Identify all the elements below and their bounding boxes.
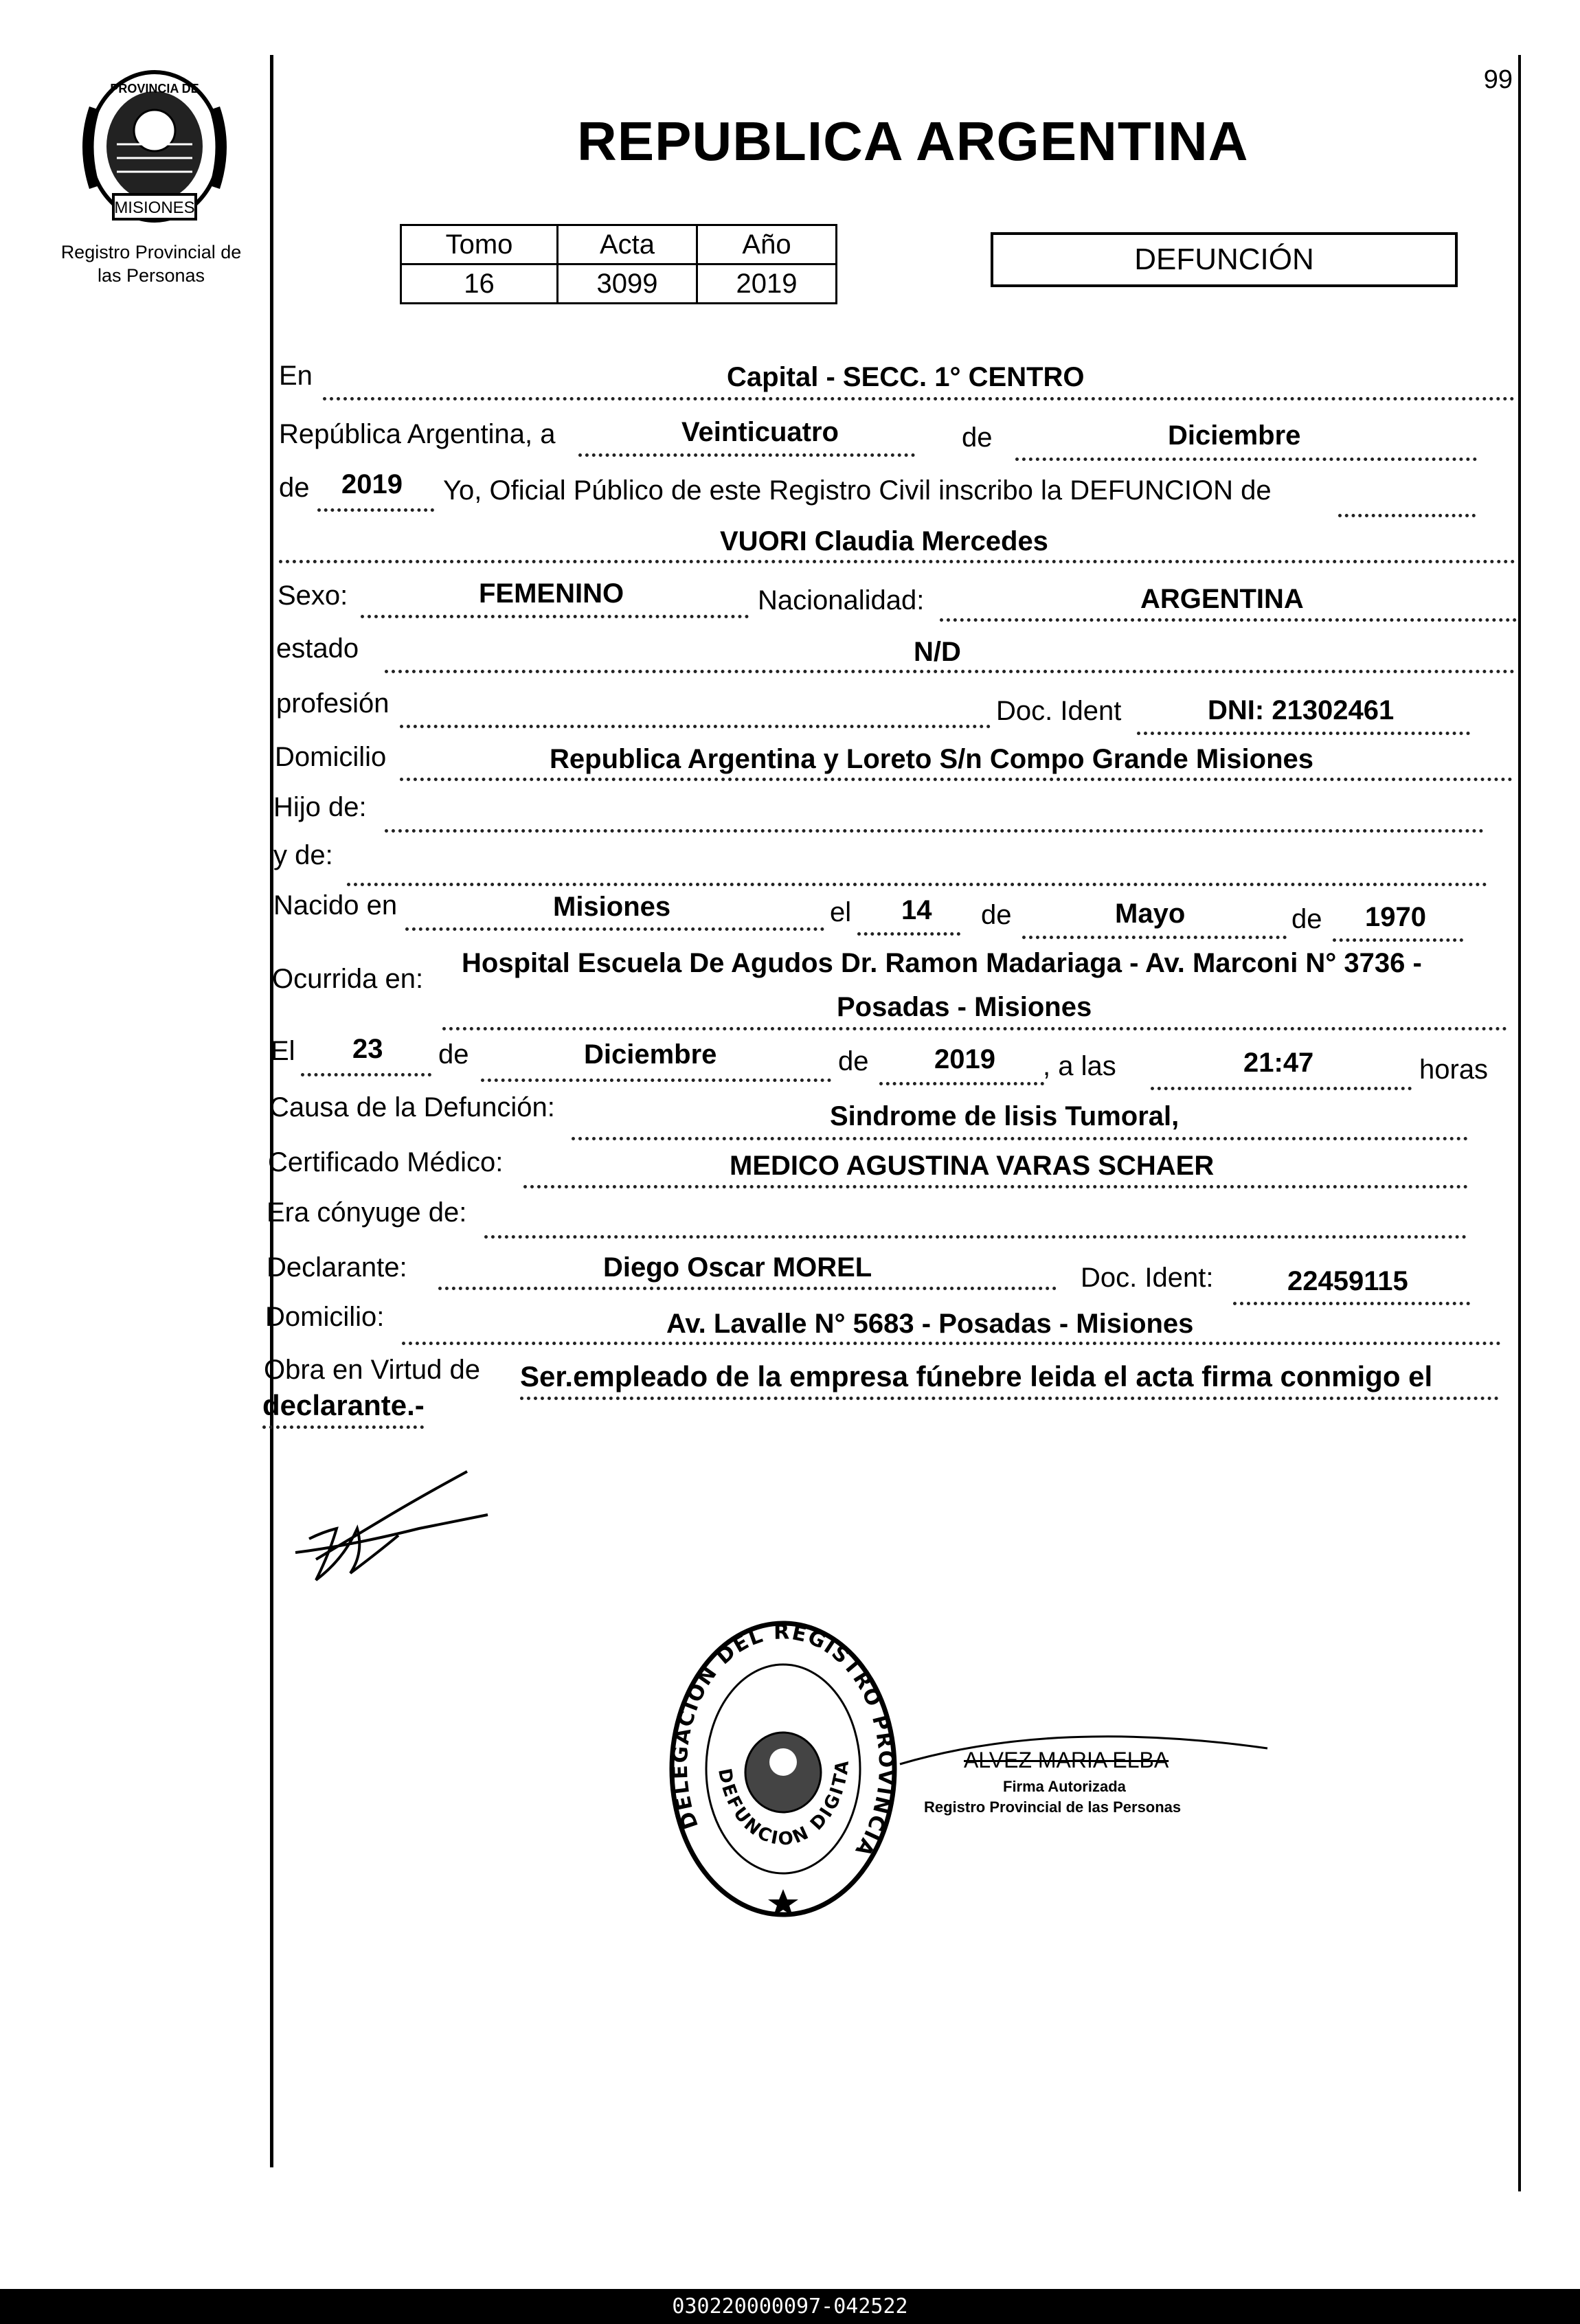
month-value: Diciembre <box>1168 420 1301 451</box>
record-table-values <box>401 264 837 304</box>
death-month: Diciembre <box>584 1039 717 1070</box>
sexo-line <box>361 615 749 618</box>
certificado-line <box>523 1185 1468 1188</box>
estado-line <box>385 670 1515 673</box>
document-type-box: DEFUNCIÓN <box>991 232 1458 287</box>
authorizer-role: Firma Autorizada <box>1003 1778 1126 1795</box>
yde-label: y de: <box>273 840 333 870</box>
domicilio2-label: Domicilio: <box>265 1302 385 1332</box>
profesion-line <box>400 725 991 728</box>
death-month-line <box>481 1079 831 1082</box>
de-label-5: de <box>438 1039 469 1070</box>
registry-name-line2: las Personas <box>97 265 205 286</box>
nacido-label: Nacido en <box>273 890 398 921</box>
en-label: En <box>279 361 313 391</box>
day-value: Veinticuatro <box>681 417 839 447</box>
obra-line-1 <box>520 1397 1499 1400</box>
nacionalidad-label: Nacionalidad: <box>758 585 925 616</box>
nacido-value: Misiones <box>553 892 671 922</box>
declarante-doc-line <box>1233 1302 1470 1305</box>
ocurrida-line <box>442 1027 1507 1030</box>
el2-label: El <box>271 1036 295 1066</box>
right-margin-line <box>1518 55 1521 2191</box>
declarante-line <box>438 1287 1057 1290</box>
value-tomo: 16 <box>401 264 558 304</box>
sexo-value: FEMENINO <box>479 578 624 609</box>
month-line <box>1015 458 1477 461</box>
death-day-line <box>301 1073 431 1076</box>
page-number: 99 <box>1483 65 1513 94</box>
death-day: 23 <box>352 1034 383 1064</box>
ocurrida-label: Ocurrida en: <box>272 964 424 994</box>
profesion-label: profesión <box>276 688 390 719</box>
declarante-value: Diego Oscar MOREL <box>603 1252 872 1283</box>
domicilio-label: Domicilio <box>275 742 387 772</box>
birth-month-line <box>1022 936 1287 939</box>
declarante-label: Declarante: <box>267 1252 407 1283</box>
el-label: el <box>830 897 852 927</box>
official-signature <box>282 1463 501 1601</box>
de-label-6: de <box>838 1046 869 1076</box>
certificado-value: MEDICO AGUSTINA VARAS SCHAER <box>730 1151 1215 1181</box>
nacido-line <box>405 927 824 931</box>
ocurrida-value-line2: Posadas - Misiones <box>837 992 1092 1022</box>
birth-month: Mayo <box>1115 899 1186 929</box>
logo-bottom-text: MISIONES <box>114 199 195 217</box>
day-line <box>578 453 915 457</box>
deceased-name: VUORI Claudia Mercedes <box>720 526 1048 556</box>
authorizer-institution: Registro Provincial de las Personas <box>924 1798 1182 1816</box>
obra-line-2 <box>262 1425 424 1429</box>
authorization-block <box>886 1724 1271 1827</box>
document-title: REPUBLICA ARGENTINA <box>577 111 1249 172</box>
death-time-line <box>1151 1087 1412 1090</box>
estado-label: estado <box>276 633 359 664</box>
obra-value-line2: declarante.- <box>262 1389 425 1421</box>
certificado-label: Certificado Médico: <box>268 1147 504 1177</box>
birth-day-line <box>857 932 960 936</box>
oficial-line-end <box>1338 514 1476 517</box>
de-label-2: de <box>279 473 310 503</box>
en-value: Capital - SECC. 1° CENTRO <box>727 362 1085 392</box>
causa-label: Causa de la Defunción: <box>269 1092 555 1122</box>
hijo-label: Hijo de: <box>273 792 367 822</box>
ocurrida-value-line1: Hospital Escuela De Agudos Dr. Ramon Madariaga - Av. Marconi N° 3736 - <box>462 948 1422 978</box>
name-line <box>279 560 1515 563</box>
causa-value: Sindrome de lisis Tumoral, <box>830 1101 1180 1131</box>
de-label-4: de <box>1291 904 1322 934</box>
header-acta: Acta <box>558 225 697 264</box>
conyuge-label: Era cónyuge de: <box>267 1197 467 1228</box>
nacionalidad-line <box>940 618 1517 622</box>
authorizer-name: ALVEZ MARIA ELBA <box>964 1748 1169 1772</box>
declarante-doc-label: Doc. Ident: <box>1081 1263 1214 1293</box>
causa-line <box>572 1137 1468 1140</box>
de-label-1: de <box>962 422 993 453</box>
oficial-text: Yo, Oficial Público de este Registro Civil inscribo la DEFUNCION de <box>443 475 1272 506</box>
domicilio-line <box>400 778 1513 781</box>
registry-name <box>27 240 275 287</box>
estado-value: N/D <box>914 637 961 667</box>
death-time: 21:47 <box>1243 1048 1314 1078</box>
en-line <box>323 397 1515 401</box>
stamp-inner-text: DEFUNCION DIGITA <box>713 1757 854 1850</box>
header-tomo: Tomo <box>401 225 558 264</box>
domicilio2-line <box>402 1342 1501 1345</box>
record-table <box>400 224 837 304</box>
alas-label: , a las <box>1043 1051 1116 1081</box>
registry-name-line1: Registro Provincial de <box>60 242 242 262</box>
horas-label: horas <box>1419 1054 1489 1085</box>
year-line <box>317 508 434 512</box>
doc-ident-label: Doc. Ident <box>996 696 1122 726</box>
birth-year: 1970 <box>1365 902 1426 932</box>
obra-label: Obra en Virtud de <box>264 1355 481 1385</box>
stamp-outer-text: DELEGACION DEL REGISTRO PROVINCIA <box>668 1620 899 1862</box>
doc-ident-line <box>1137 732 1470 735</box>
republica-label: República Argentina, a <box>279 419 556 449</box>
sexo-label: Sexo: <box>278 580 348 611</box>
year-value: 2019 <box>341 469 403 499</box>
domicilio2-value: Av. Lavalle N° 5683 - Posadas - Misiones <box>666 1309 1194 1339</box>
obra-value-line1: Ser.empleado de la empresa fúnebre leida el acta firma conmigo el <box>520 1360 1433 1392</box>
value-ano: 2019 <box>697 264 837 304</box>
birth-day: 14 <box>901 895 932 925</box>
document-code-footer: 030220000097-042522 <box>0 2289 1580 2324</box>
registry-stamp <box>666 1618 900 1920</box>
header-ano: Año <box>697 225 837 264</box>
record-table-header <box>401 225 837 264</box>
hijo-line <box>385 829 1484 833</box>
conyuge-line <box>484 1235 1467 1239</box>
registry-logo <box>76 65 234 227</box>
de-label-3: de <box>981 900 1012 930</box>
domicilio-value: Republica Argentina y Loreto S/n Compo Grande Misiones <box>550 744 1313 774</box>
declarante-doc-value: 22459115 <box>1287 1266 1408 1296</box>
logo-top-text: PROVINCIA DE <box>110 82 199 95</box>
value-acta: 3099 <box>558 264 697 304</box>
nacionalidad-value: ARGENTINA <box>1140 584 1304 614</box>
doc-ident-value: DNI: 21302461 <box>1208 695 1395 725</box>
yde-line <box>347 883 1487 886</box>
death-year-line <box>879 1082 1044 1085</box>
birth-year-line <box>1333 938 1463 942</box>
death-year: 2019 <box>934 1044 995 1074</box>
